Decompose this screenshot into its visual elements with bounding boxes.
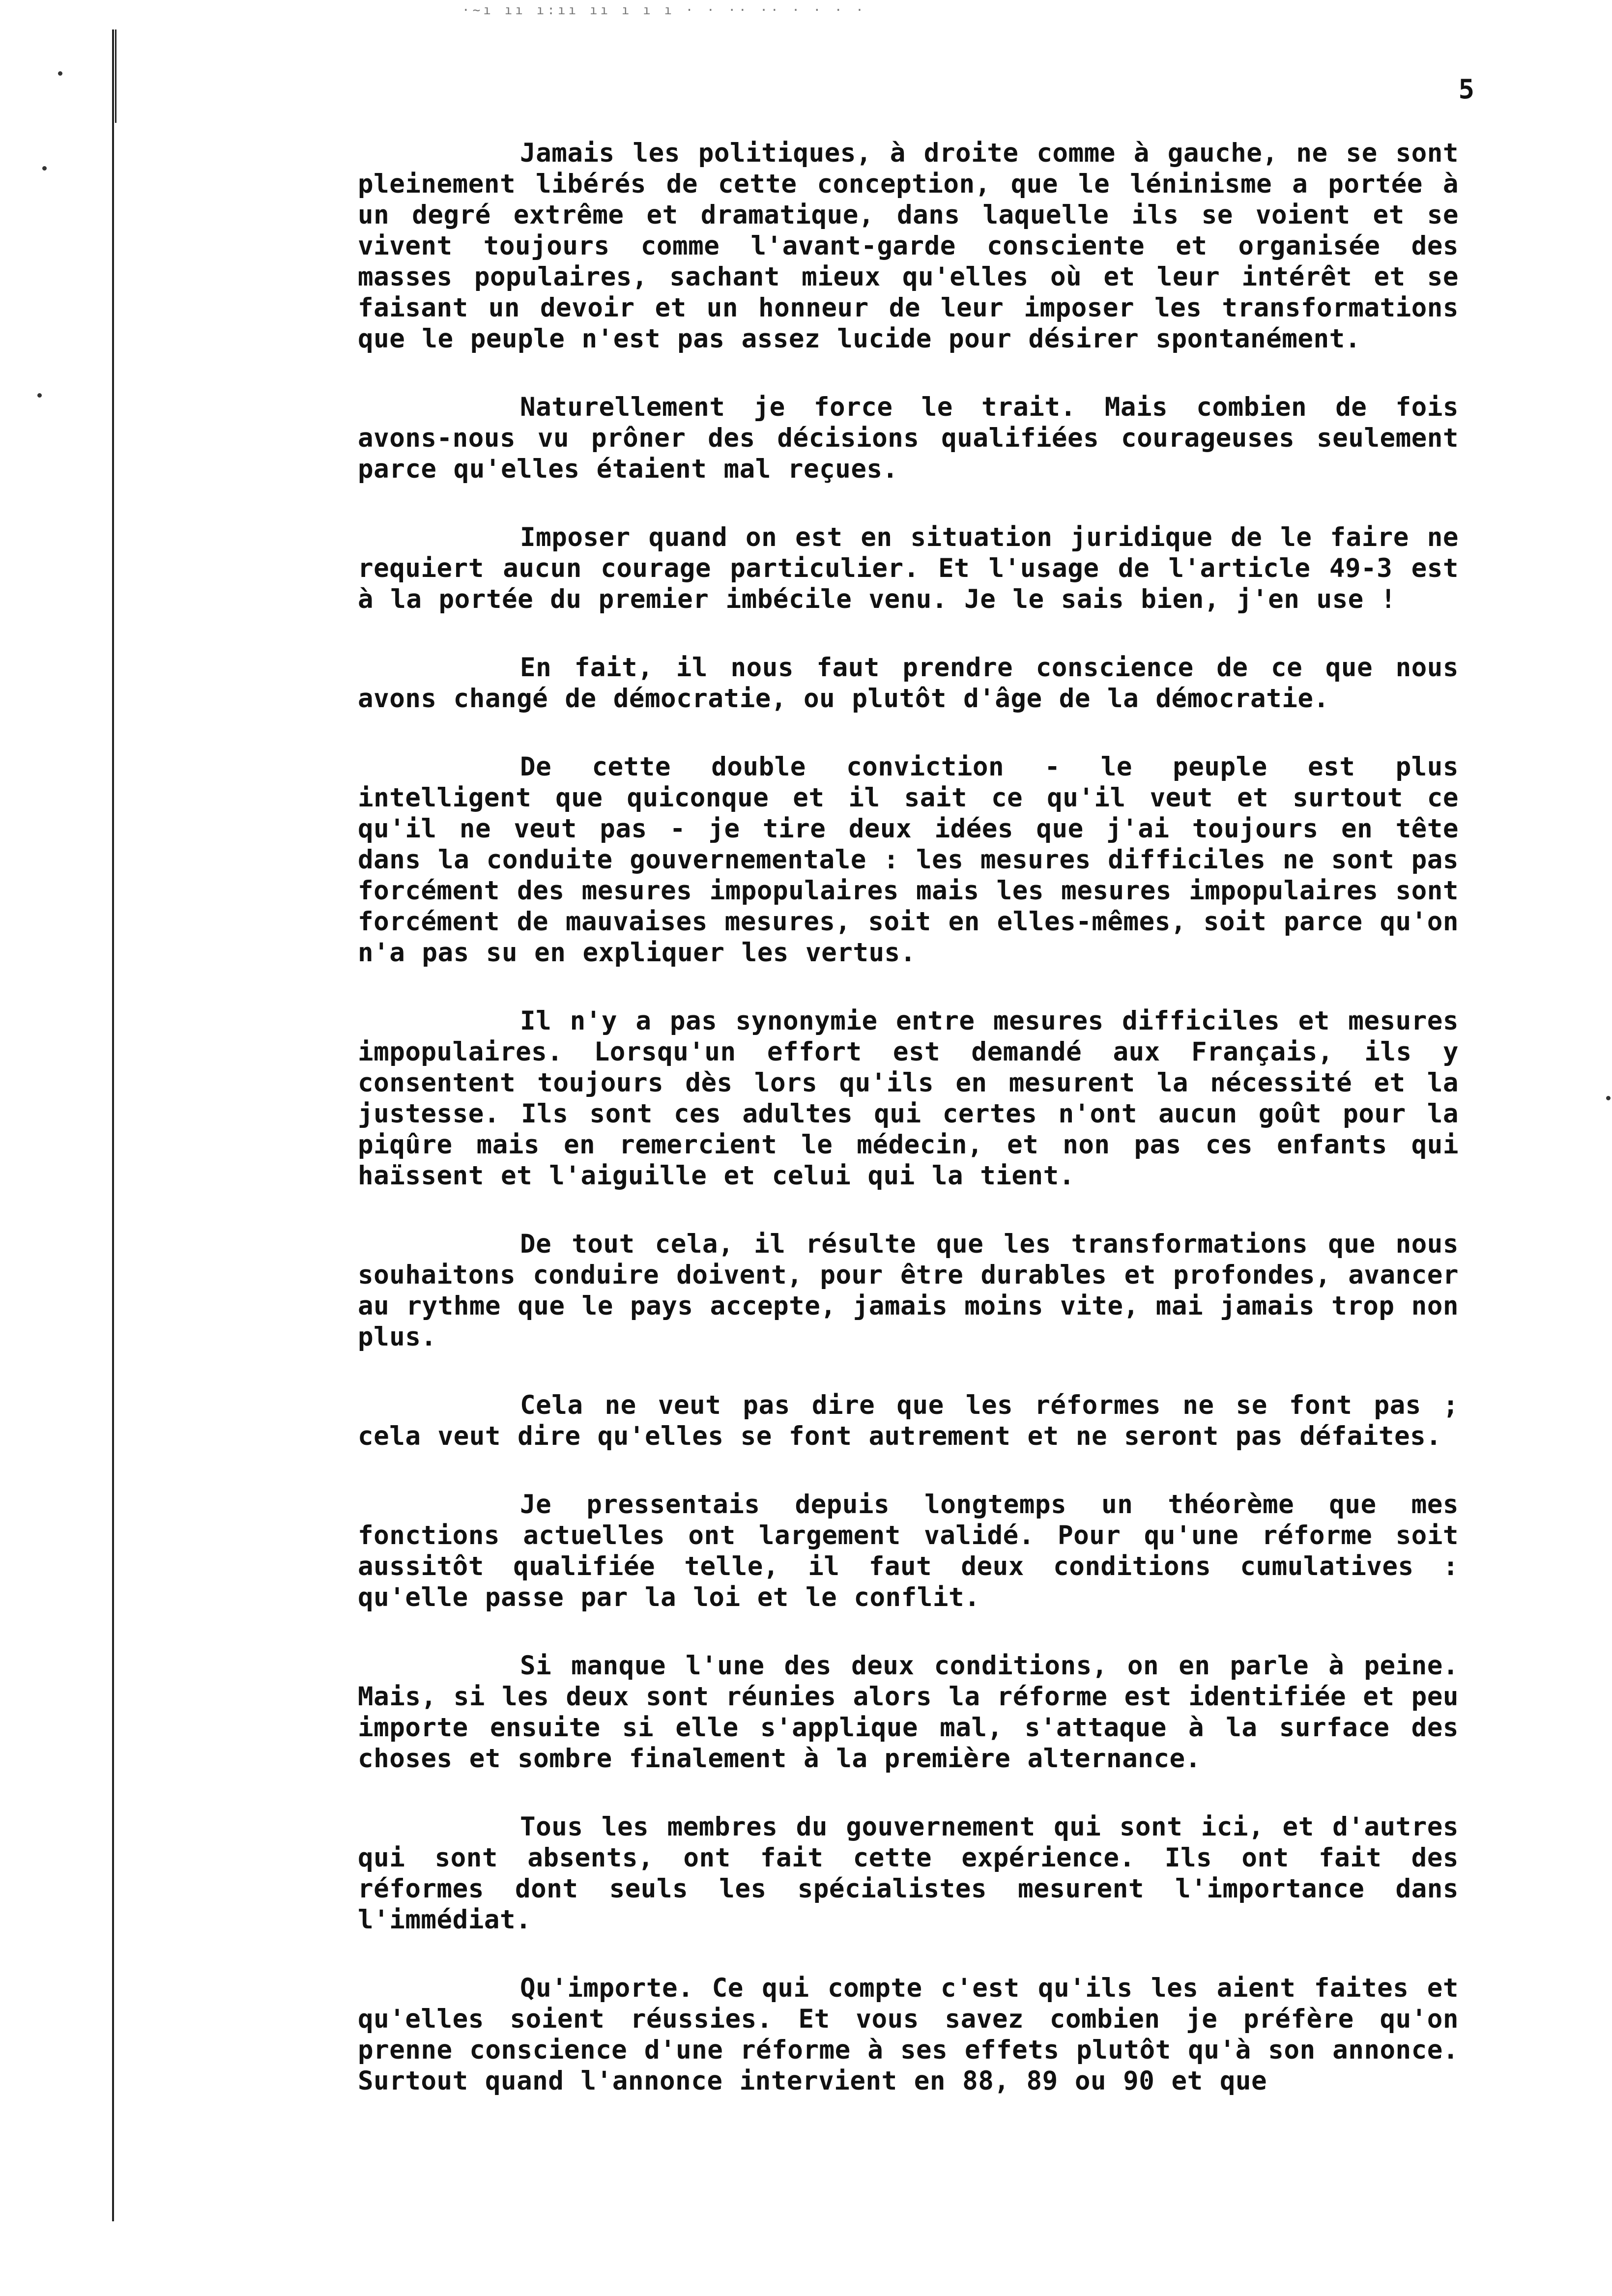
scan-speck [37,393,42,398]
scan-speck [42,166,47,171]
left-margin-line-mark [115,29,116,123]
page-number: 5 [1458,74,1474,105]
paragraph: Jamais les politiques, à droite comme à gauche, ne se sont pleinement libérés de cette conception, que le léninisme a portée à un degré extrême et dramatique, dans laquelle ils se voient et se vivent toujours comme l'avant-garde consciente et organisée des masses populaires, sachant mieux qu'elles où et leur intérêt et se faisant un devoir et un honneur de leur imposer les transformations que le peuple n'est pas assez lucide pour désirer spontanément. [358,138,1459,354]
paragraph: De tout cela, il résulte que les transformations que nous souhaitons conduire doivent, pour être durables et profondes, avancer au rythme que le pays accepte, jamais moins vite, mai jamais trop non plus. [358,1229,1459,1352]
left-margin-line [112,29,114,2221]
paragraph: Je pressentais depuis longtemps un théorème que mes fonctions actuelles ont largement validé. Pour qu'une réforme soit aussitôt qualifiée telle, il faut deux conditions cumulatives : qu'elle passe par la loi et le conflit. [358,1490,1459,1612]
paragraph: Cela ne veut pas dire que les réformes ne se font pas ; cela veut dire qu'elles se font autrement et ne seront pas défaites. [358,1390,1459,1451]
scan-header-noise: ·~ı ıı ı:ıı ıı ı ı ı · · ·· ·· · · · · [462,3,866,18]
body-text [358,138,1459,2096]
scan-speck [58,71,62,76]
paragraph: De cette double conviction - le peuple est plus intelligent que quiconque et il sait ce qu'il veut et surtout ce qu'il ne veut pas - je tire deux idées que j'ai toujours en tête dans la conduite gouvernementale : les mesures difficiles ne sont pas forcément des mesures impopulaires mais les mesures impopulaires sont forcément de mauvaises mesures, soit en elles-mêmes, soit parce qu'on n'a pas su en expliquer les vertus. [358,752,1459,968]
paragraph: Si manque l'une des deux conditions, on en parle à peine. Mais, si les deux sont réunies alors la réforme est identifiée et peu importe ensuite si elle s'applique mal, s'attaque à la surface des choses et sombre finalement à la première alternance. [358,1651,1459,1774]
scan-speck [1606,1096,1611,1100]
paragraph: Naturellement je force le trait. Mais combien de fois avons-nous vu prôner des décisions qualifiées courageuses seulement parce qu'elles étaient mal reçues. [358,392,1459,484]
paragraph: Imposer quand on est en situation juridique de le faire ne requiert aucun courage particulier. Et l'usage de l'article 49-3 est à la portée du premier imbécile venu. Je le sais bien, j'en use ! [358,522,1459,614]
paragraph: En fait, il nous faut prendre conscience de ce que nous avons changé de démocratie, ou plutôt d'âge de la démocratie. [358,653,1459,714]
paragraph: Il n'y a pas synonymie entre mesures difficiles et mesures impopulaires. Lorsqu'un effort est demandé aux Français, ils y consentent toujours dès lors qu'ils en mesurent la nécessité et la justesse. Ils sont ces adultes qui certes n'ont aucun goût pour la piqûre mais en remercient le médecin, et non pas ces enfants qui haïssent et l'aiguille et celui qui la tient. [358,1006,1459,1191]
paragraph: Tous les membres du gouvernement qui sont ici, et d'autres qui sont absents, ont fait cette expérience. Ils ont fait des réformes dont seuls les spécialistes mesurent l'importance dans l'immédiat. [358,1812,1459,1935]
paragraph: Qu'importe. Ce qui compte c'est qu'ils les aient faites et qu'elles soient réussies. Et vous savez combien je préfère qu'on prenne conscience d'une réforme à ses effets plutôt qu'à son annonce. Surtout quand l'annonce intervient en 88, 89 ou 90 et que [358,1973,1459,2096]
